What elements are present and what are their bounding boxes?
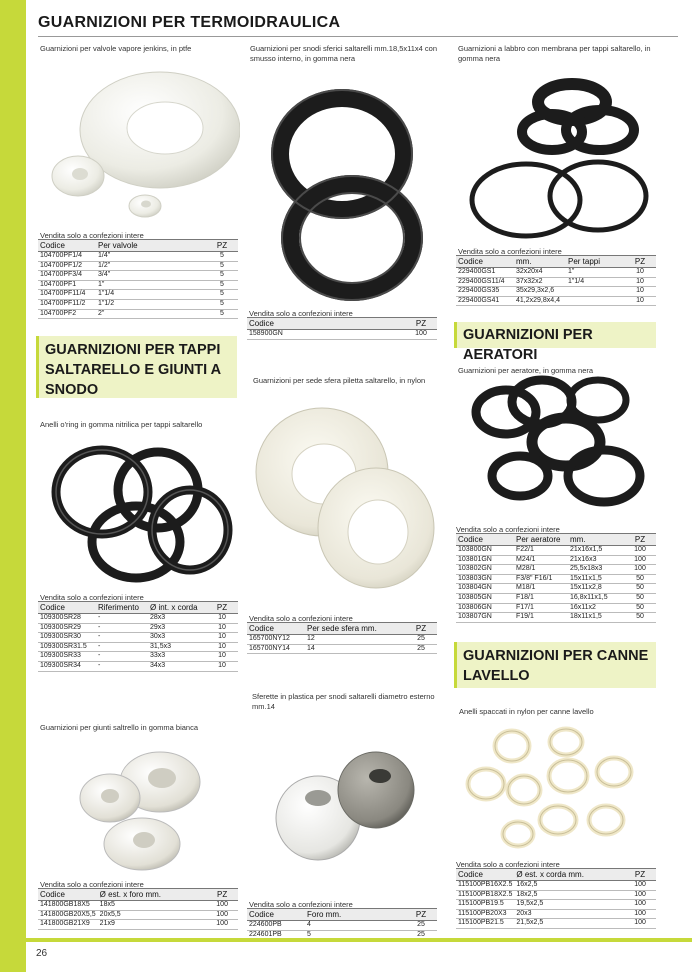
table-cell: - (96, 661, 148, 671)
table-row (38, 623, 238, 633)
column-header: Codice (247, 623, 305, 635)
table-cell: 104700PF11/4 (38, 290, 96, 300)
column-header: Ø est. x foro mm. (98, 889, 207, 901)
sferette-caption: Sferette in plastica per snodi saltarelli diametro esterno mm.14 (252, 692, 435, 711)
table-cell: 103805GN (456, 593, 514, 603)
table-row (38, 290, 238, 300)
table-row (38, 309, 238, 319)
column-header: PZ (405, 623, 437, 635)
table-cell: M24/1 (514, 555, 568, 565)
table-row (38, 661, 238, 671)
giunti-table (38, 888, 238, 930)
table-row (456, 593, 656, 603)
table-cell: 115100PB18X2.5 (456, 890, 514, 900)
table-cell: 141800GB21X9 (38, 920, 98, 930)
column-header: PZ (206, 889, 238, 901)
table-cell: 165700NY14 (247, 644, 305, 654)
table-cell: 10 (206, 614, 238, 624)
giunti-caption: Guarnizioni per giunti saltrello in gomma bianca (40, 723, 198, 732)
table-cell: 224600PB (247, 921, 305, 931)
table-row (456, 881, 656, 891)
table-cell: 10 (206, 661, 238, 671)
table-row (38, 280, 238, 290)
table-cell: 229400GS1 (456, 268, 514, 278)
table-cell: 50 (624, 613, 656, 623)
table-row (456, 546, 656, 556)
table-cell: 4 (305, 921, 405, 931)
table-cell: 21x16x1,5 (568, 546, 624, 556)
table-cell: F17/1 (514, 603, 568, 613)
table-row (38, 920, 238, 930)
table-row (38, 271, 238, 281)
table-cell: 104700PF3/4 (38, 271, 96, 281)
section-title: GUARNIZIONI PER TAPPI SALTARELLO E GIUNTI A SNODO (45, 342, 221, 398)
table-row (456, 287, 656, 297)
table-row (456, 574, 656, 584)
table-cell: 31,5x3 (148, 642, 206, 652)
column-header: mm. (568, 534, 624, 546)
table-cell: F22/1 (514, 546, 568, 556)
table-cell: 37x32x2 (514, 277, 566, 287)
sede-sfera-photo (250, 392, 440, 606)
lavello-caption: Anelli spaccati in nylon per canne lavello (459, 707, 594, 716)
table-row (247, 330, 437, 340)
table-cell: 35x29,3x2,6 (514, 287, 566, 297)
column-header: Ø est. x corda mm. (514, 869, 624, 881)
table-cell: 100 (206, 901, 238, 911)
aeratore-caption: Guarnizioni per aeratore, in gomma nera (458, 366, 594, 375)
table-cell: 12 (305, 635, 405, 645)
table-cell: 14 (305, 644, 405, 654)
column-header: PZ (624, 534, 656, 546)
table-cell: 103800GN (456, 546, 514, 556)
column-header: PZ (624, 256, 656, 268)
table-row (38, 252, 238, 262)
table-cell: 20x3 (514, 909, 624, 919)
table-cell: 100 (624, 565, 656, 575)
table-cell: 104700PF2 (38, 309, 96, 319)
table-row (247, 635, 437, 645)
table-cell: 10 (624, 296, 656, 306)
table-cell: 15x11x1,5 (568, 574, 624, 584)
column-header: Codice (456, 869, 514, 881)
table-cell: 109300SR29 (38, 623, 96, 633)
table-cell: 229400GS35 (456, 287, 514, 297)
lavello-sale-note: Vendita solo a confezioni intere (456, 860, 560, 869)
column-header: Codice (38, 240, 96, 252)
table-cell: - (96, 614, 148, 624)
table-cell: 5 (305, 930, 405, 940)
table-cell (566, 287, 624, 297)
table-cell: 10 (206, 633, 238, 643)
table-cell: 16x2,5 (514, 881, 624, 891)
table-cell: 21,5x2,5 (514, 919, 624, 929)
column-header: mm. (514, 256, 566, 268)
column-header: Codice (456, 534, 514, 546)
table-row (247, 644, 437, 654)
table-row (456, 890, 656, 900)
table-cell: 2" (96, 309, 206, 319)
table-cell: 28x3 (148, 614, 206, 624)
table-cell: 20x5,5 (98, 910, 207, 920)
table-cell: 1"1/2 (96, 299, 206, 309)
table-cell: 25 (405, 635, 437, 645)
table-cell: 229400GS41 (456, 296, 514, 306)
table-cell: 165700NY12 (247, 635, 305, 645)
table-cell: 100 (624, 900, 656, 910)
table-cell: 5 (206, 280, 238, 290)
table-cell: 25 (405, 644, 437, 654)
column-header: PZ (206, 240, 238, 252)
table-cell: 1" (566, 268, 624, 278)
table-cell: 158900GN (247, 330, 405, 340)
table-cell: 103803GN (456, 574, 514, 584)
sede-sfera-caption: Guarnizioni per sede sfera piletta saltarello, in nylon (253, 376, 426, 385)
table-cell: 1"1/4 (96, 290, 206, 300)
table-cell: 109300SR28 (38, 614, 96, 624)
table-cell: 10 (206, 652, 238, 662)
table-cell: 19,5x2,5 (514, 900, 624, 910)
column-header: Codice (38, 602, 96, 614)
column-header: Riferimento (96, 602, 148, 614)
table-row (247, 921, 437, 931)
table-cell: 100 (206, 910, 238, 920)
table-cell: M18/1 (514, 584, 568, 594)
column-header: Codice (38, 889, 98, 901)
table-cell: 229400GS11/4 (456, 277, 514, 287)
column-header: Ø int. x corda (148, 602, 206, 614)
green-side-bar (0, 0, 26, 972)
column-header: Per aeratore (514, 534, 568, 546)
column-header: Per valvole (96, 240, 206, 252)
table-cell: 29x3 (148, 623, 206, 633)
table-cell: 100 (624, 881, 656, 891)
section-aeratori (454, 322, 656, 363)
table-cell: - (96, 633, 148, 643)
column-header: Per tappi (566, 256, 624, 268)
table-row (456, 584, 656, 594)
section-title: GUARNIZIONI PER AERATORI (463, 327, 593, 363)
table-row (38, 299, 238, 309)
table-cell: 5 (206, 309, 238, 319)
table-cell: 25 (405, 930, 437, 940)
table-row (456, 919, 656, 929)
column-header: PZ (624, 869, 656, 881)
table-cell: 5 (206, 252, 238, 262)
aeratore-sale-note: Vendita solo a confezioni intere (456, 525, 560, 534)
sede-sfera-sale-note: Vendita solo a confezioni intere (249, 614, 353, 623)
table-row (456, 603, 656, 613)
table-row (456, 900, 656, 910)
table-cell: 30x3 (148, 633, 206, 643)
table-cell: 100 (624, 919, 656, 929)
aeratore-photo (458, 372, 658, 522)
table-cell: 16,8x11x1,5 (568, 593, 624, 603)
table-cell: 33x3 (148, 652, 206, 662)
page-title: GUARNIZIONI PER TERMOIDRAULICA (38, 14, 341, 31)
table-cell: 25,5x18x3 (568, 565, 624, 575)
column-header: PZ (405, 909, 437, 921)
table-cell: 224601PB (247, 930, 305, 940)
table-cell: 21x16x3 (568, 555, 624, 565)
table-row (456, 296, 656, 306)
table-cell: 25 (405, 921, 437, 931)
table-cell: 100 (624, 546, 656, 556)
table-cell: 50 (624, 584, 656, 594)
jenkins-table (38, 239, 238, 319)
table-row (38, 652, 238, 662)
membrana-caption: Guarnizioni a labbro con membrana per tappi saltarello, in gomma nera (458, 44, 651, 63)
table-cell: 21x9 (98, 920, 207, 930)
table-row (456, 613, 656, 623)
column-header: PZ (206, 602, 238, 614)
lavello-photo (456, 716, 656, 856)
membrana-photo (460, 70, 660, 244)
table-cell: 16x11x2 (568, 603, 624, 613)
section-canne-lavello (454, 642, 656, 688)
table-cell: 109300SR31.5 (38, 642, 96, 652)
table-cell: 104700PF1/4 (38, 252, 96, 262)
table-cell: 100 (624, 555, 656, 565)
table-cell: 50 (624, 574, 656, 584)
table-cell: 50 (624, 593, 656, 603)
table-cell: - (96, 623, 148, 633)
table-cell: F18/1 (514, 593, 568, 603)
table-cell: 100 (405, 330, 437, 340)
membrana-sale-note: Vendita solo a confezioni intere (458, 247, 562, 256)
table-cell: 103802GN (456, 565, 514, 575)
oring-table (38, 601, 238, 672)
table-cell: M28/1 (514, 565, 568, 575)
column-header: Per sede sfera mm. (305, 623, 405, 635)
table-cell: 141800GB18X5 (38, 901, 98, 911)
table-cell: 10 (624, 277, 656, 287)
sferette-sale-note: Vendita solo a confezioni intere (249, 900, 353, 909)
table-row (38, 261, 238, 271)
section-title: GUARNIZIONI PER CANNE LAVELLO (463, 648, 649, 684)
table-row (456, 565, 656, 575)
table-cell: 10 (624, 287, 656, 297)
table-row (456, 277, 656, 287)
table-cell (566, 296, 624, 306)
sferette-table (247, 908, 437, 940)
table-cell: 1/2" (96, 261, 206, 271)
table-cell: 1/4" (96, 252, 206, 262)
column-header: PZ (405, 318, 437, 330)
table-cell: 103807GN (456, 613, 514, 623)
table-cell: 100 (624, 909, 656, 919)
table-cell: 18x2,5 (514, 890, 624, 900)
column-header: Codice (456, 256, 514, 268)
table-cell: - (96, 642, 148, 652)
table-cell: 10 (206, 623, 238, 633)
giunti-sale-note: Vendita solo a confezioni intere (40, 880, 144, 889)
title-rule (38, 36, 678, 37)
table-cell: 5 (206, 271, 238, 281)
table-row (38, 642, 238, 652)
table-cell: 100 (624, 890, 656, 900)
table-cell: 18x11x1,5 (568, 613, 624, 623)
table-cell: 103801GN (456, 555, 514, 565)
table-cell: 103806GN (456, 603, 514, 613)
table-cell: 104700PF1 (38, 280, 96, 290)
aeratore-table (456, 533, 656, 623)
table-row (456, 555, 656, 565)
snodi-caption: Guarnizioni per snodi sferici saltarelli mm.18,5x11x4 con smusso interno, in gomma nera (250, 44, 438, 63)
table-cell: - (96, 652, 148, 662)
sferette-photo (264, 740, 434, 870)
membrana-table (456, 255, 656, 306)
table-cell: 18x5 (98, 901, 207, 911)
jenkins-sale-note: Vendita solo a confezioni intere (40, 231, 144, 240)
table-cell: 10 (624, 268, 656, 278)
table-cell: 115100PB16X2.5 (456, 881, 514, 891)
table-cell: 3/4" (96, 271, 206, 281)
table-row (38, 901, 238, 911)
oring-caption: Anelli o'ring in gomma nitrilica per tappi saltarello (40, 420, 203, 429)
table-cell: 5 (206, 299, 238, 309)
table-cell: 5 (206, 290, 238, 300)
table-cell: F3/8" F16/1 (514, 574, 568, 584)
table-cell: 115100PB21.5 (456, 919, 514, 929)
footer-rule (26, 938, 692, 942)
oring-sale-note: Vendita solo a confezioni intere (40, 593, 144, 602)
table-row (38, 633, 238, 643)
lavello-table (456, 868, 656, 929)
table-cell: 50 (624, 603, 656, 613)
table-cell: 41,2x29,8x4,4 (514, 296, 566, 306)
table-cell: 109300SR33 (38, 652, 96, 662)
table-cell: 10 (206, 642, 238, 652)
table-cell: 104700PF1/2 (38, 261, 96, 271)
table-cell: 1" (96, 280, 206, 290)
table-row (38, 614, 238, 624)
page-number: 26 (36, 948, 48, 959)
column-header: Codice (247, 318, 405, 330)
column-header: Foro mm. (305, 909, 405, 921)
section-tappi-saltarello (36, 336, 237, 398)
table-cell: 1"1/4 (566, 277, 624, 287)
sede-sfera-table (247, 622, 437, 654)
table-row (456, 909, 656, 919)
table-cell: 5 (206, 261, 238, 271)
table-cell: 104700PF11/2 (38, 299, 96, 309)
snodi-table (247, 317, 437, 340)
jenkins-photo (40, 58, 240, 228)
jenkins-caption: Guarnizioni per valvole vapore jenkins, in ptfe (40, 44, 192, 53)
table-cell: 103804GN (456, 584, 514, 594)
table-cell: 141800GB20X5,5 (38, 910, 98, 920)
table-cell: 109300SR34 (38, 661, 96, 671)
column-header: Codice (247, 909, 305, 921)
table-cell: 100 (206, 920, 238, 930)
table-row (38, 910, 238, 920)
oring-photo (40, 432, 240, 592)
table-cell: 109300SR30 (38, 633, 96, 643)
table-cell: 34x3 (148, 661, 206, 671)
giunti-photo (50, 738, 240, 878)
table-row (456, 268, 656, 278)
table-cell: 115100PB20X3 (456, 909, 514, 919)
table-cell: 32x20x4 (514, 268, 566, 278)
table-cell: 115100PB19.5 (456, 900, 514, 910)
snodi-photo (256, 74, 436, 304)
table-cell: F19/1 (514, 613, 568, 623)
snodi-sale-note: Vendita solo a confezioni intere (249, 309, 353, 318)
table-cell: 15x11x2,8 (568, 584, 624, 594)
